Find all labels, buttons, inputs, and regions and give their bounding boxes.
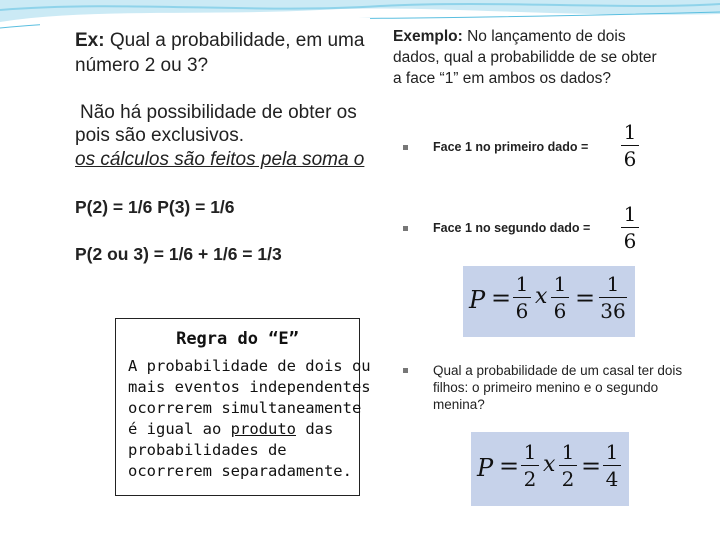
fraction-denominator: 36	[600, 299, 626, 323]
rule-line: ocorrerem simultaneamente	[128, 399, 362, 417]
result-fraction	[603, 440, 621, 491]
individual-probabilities: P(2) = 1/6 P(3) = 1/6	[75, 197, 235, 217]
example-question-text: Qual a probabilidade, em uma	[104, 30, 365, 51]
explanation-line1: Não há possibilidade de obter os	[80, 102, 357, 123]
rule-line: ocorrerem separadamente.	[128, 462, 352, 480]
fraction-denominator: 6	[515, 299, 529, 323]
rule-line: probabilidades de	[128, 441, 287, 459]
fraction-denominator: 2	[523, 467, 537, 491]
second-die-fraction	[621, 202, 639, 253]
bullet-icon	[403, 145, 408, 150]
times-symbol: x	[543, 452, 556, 477]
example-title-line2: dados, qual a probabilidde de se obter	[393, 49, 657, 66]
couple-question-line: menina?	[433, 397, 485, 412]
fraction-numerator: 1	[605, 440, 619, 464]
fraction-denominator: 6	[623, 229, 637, 253]
equals-sign: =	[575, 284, 596, 312]
fraction-denominator: 4	[605, 467, 619, 491]
rule-line: mais eventos independentes	[128, 378, 371, 396]
fraction-numerator: 1	[515, 272, 529, 296]
second-die-label: Face 1 no segundo dado =	[433, 221, 591, 235]
equals-sign: =	[491, 284, 512, 312]
example-label: Ex:	[75, 30, 105, 51]
union-probability: P(2 ou 3) = 1/6 + 1/6 = 1/3	[75, 244, 282, 264]
equation-lhs: P	[477, 454, 494, 482]
fraction-numerator: 1	[523, 440, 537, 464]
fraction-denominator: 2	[561, 467, 575, 491]
times-symbol: x	[535, 284, 548, 309]
factor-fraction	[559, 440, 577, 491]
rule-line: é igual ao produto das	[128, 420, 334, 438]
couple-question-line: filhos: o primeiro menino e o segundo	[433, 380, 659, 395]
rule-line: A probabilidade de dois ou	[128, 357, 371, 375]
explanation-line2: pois são exclusivos.	[75, 125, 244, 146]
fraction-numerator: 1	[623, 202, 637, 226]
factor-fraction	[551, 272, 569, 323]
underlined-keyword: produto	[230, 420, 296, 438]
couple-question-line: Qual a probabilidade de um casal ter dois	[433, 363, 683, 378]
first-die-fraction	[621, 120, 639, 171]
explanation-line3: os cálculos são feitos pela soma o	[75, 149, 365, 170]
factor-fraction	[513, 272, 531, 323]
bullet-icon	[403, 368, 408, 373]
equals-sign: =	[499, 452, 520, 480]
example-title-line1	[393, 28, 626, 46]
rule-title: Regra do “E”	[176, 329, 299, 349]
fraction-numerator: 1	[623, 120, 637, 144]
example-question-line1	[75, 30, 364, 52]
right-example-panel	[385, 22, 705, 522]
first-die-label: Face 1 no primeiro dado =	[433, 140, 589, 154]
dice-product-equation	[463, 266, 635, 337]
fraction-denominator: 6	[553, 299, 567, 323]
rule-body	[128, 356, 371, 482]
example-question-line2: número 2 ou 3?	[75, 55, 209, 76]
bullet-icon	[403, 226, 408, 231]
fraction-denominator: 6	[623, 147, 637, 171]
equation-lhs: P	[469, 286, 486, 314]
factor-fraction	[521, 440, 539, 491]
result-fraction	[599, 272, 627, 323]
children-product-equation	[471, 432, 629, 506]
example-title-line3: a face “1” em ambos os dados?	[393, 70, 611, 87]
example-title-text: No lançamento de dois	[462, 28, 626, 45]
equals-sign: =	[581, 452, 602, 480]
fraction-numerator: 1	[606, 272, 620, 296]
example-title-label: Exemplo:	[393, 28, 463, 45]
fraction-numerator: 1	[561, 440, 575, 464]
fraction-numerator: 1	[553, 272, 567, 296]
rule-of-and-box	[115, 318, 371, 496]
